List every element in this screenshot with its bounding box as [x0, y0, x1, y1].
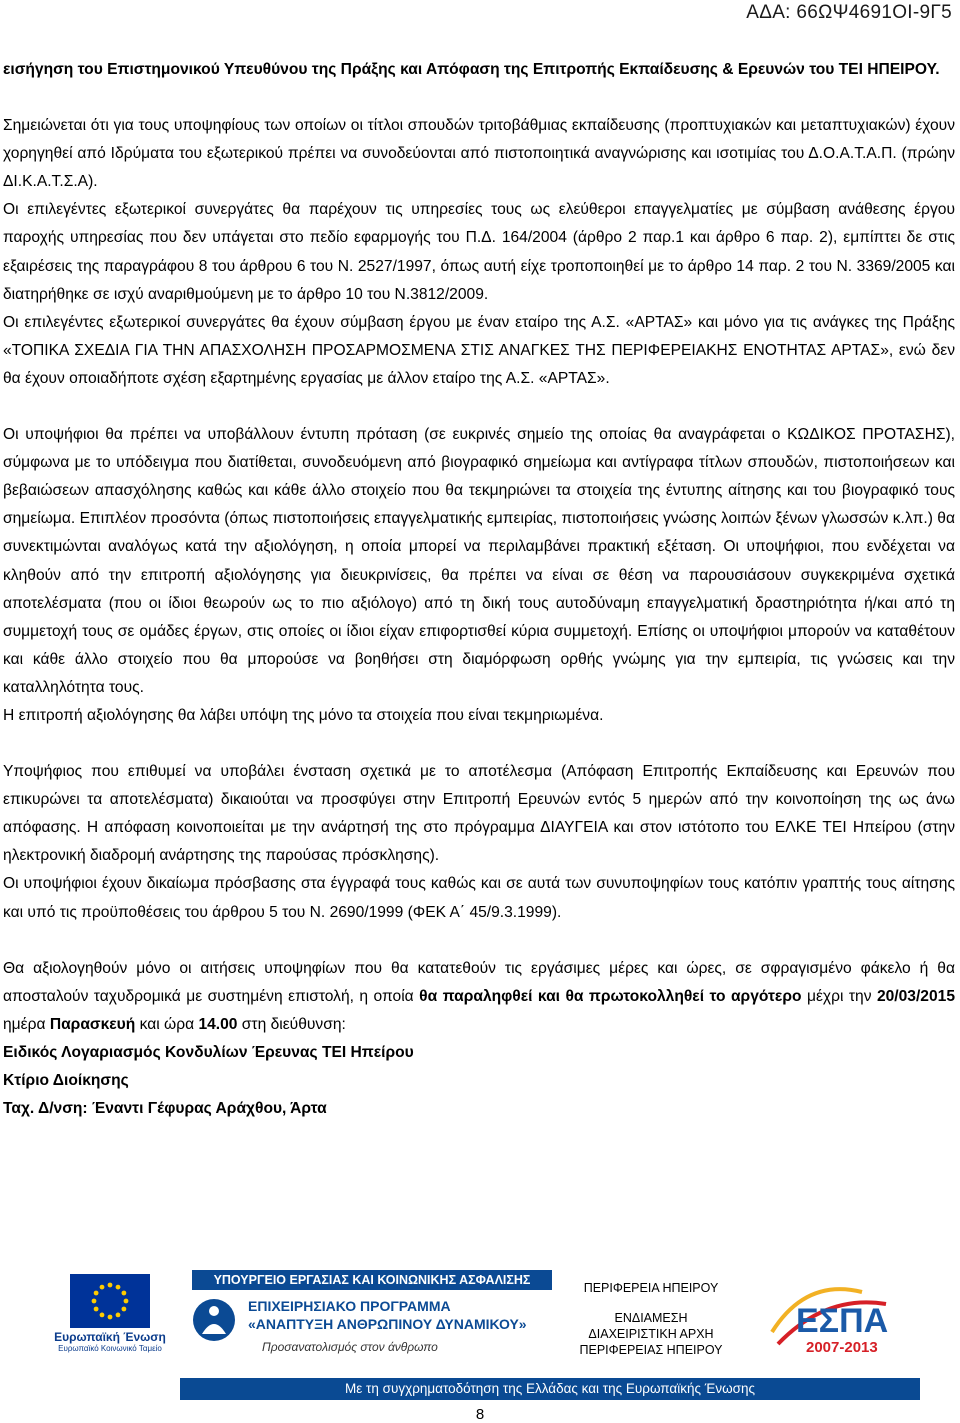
paragraph-access-rights: Οι υποψήφιοι έχουν δικαίωμα πρόσβασης στα έγγραφά τους καθώς και σε αυτά των συνυποψηφίων τους κατόπιν γραπτής τους αίτησης και υπό τις προϋποθέσεις του άρθρου 5 του Ν. 2690/1999 (ΦΕΚ Α΄ 45/9.3.1999).: [3, 875, 955, 921]
deadline-text-4: και ώρα: [135, 1015, 199, 1033]
espa-logo: [766, 1274, 916, 1360]
region-authority-line3: ΠΕΡΙΦΕΡΕΙΑΣ ΗΠΕΙΡΟΥ: [579, 1343, 723, 1357]
document-body: [3, 56, 955, 1123]
espa-years: 2007-2013: [806, 1339, 878, 1356]
human-resources-icon: [192, 1298, 236, 1342]
eu-fund-name: Ευρωπαϊκό Κοινωνικό Ταμείο: [58, 1344, 162, 1353]
deadline-text-3: ημέρα: [3, 1015, 50, 1033]
cofunding-banner: Με τη συγχρηματοδότηση της Ελλάδας και της Ευρωπαϊκής Ένωσης: [180, 1378, 920, 1400]
paragraph-foreign-degrees: Σημειώνεται ότι για τους υποψηφίους των οποίων οι τίτλοι σπουδών τριτοβάθμιας εκπαίδευσης (προπτυχιακών και μεταπτυχιακών) έχουν χορηγηθεί από Ιδρύματα του εξωτερικού πρέπει να συνοδεύονται από πιστοποιητικά αναγνώρισης και ισοτιμίας του Δ.Ο.Α.Τ.Α.Π. (πρώην ΔΙ.Κ.Α.Τ.Σ.Α).: [3, 117, 955, 191]
page-number: 8: [475, 1406, 485, 1423]
paragraph-intro: εισήγηση του Επιστημονικού Υπευθύνου της Πράξης και Απόφαση της Επιτροπής Εκπαίδευσης & Ερευνών του ΤΕΙ ΗΠΕΙΡΟΥ.: [3, 61, 940, 78]
eu-name: Ευρωπαϊκή Ένωση: [54, 1330, 166, 1344]
ministry-banner: ΥΠΟΥΡΓΕΙΟ ΕΡΓΑΣΙΑΣ ΚΑΙ ΚΟΙΝΩΝΙΚΗΣ ΑΣΦΑΛΙΣΗΣ: [192, 1270, 552, 1290]
op-title-line1: ΕΠΙΧΕΙΡΗΣΙΑΚΟ ΠΡΟΓΡΑΜΜΑ: [248, 1298, 451, 1314]
address-line-account: Ειδικός Λογαριασμός Κονδυλίων Έρευνας ΤΕΙ Ηπείρου: [3, 1043, 414, 1061]
region-title: ΠΕΡΙΦΕΡΕΙΑ ΗΠΕΙΡΟΥ: [583, 1281, 719, 1295]
region-authority-line2: ΔΙΑΧΕΙΡΙΣΤΙΚΗ ΑΡΧΗ: [588, 1327, 714, 1341]
deadline-date: 20/03/2015: [876, 987, 955, 1005]
op-title-line2: «ΑΝΑΠΤΥΞΗ ΑΝΘΡΩΠΙΝΟΥ ΔΥΝΑΜΙΚΟΥ»: [248, 1316, 527, 1332]
paragraph-objection: Υποψήφιος που επιθυμεί να υποβάλει ένσταση σχετικά με το αποτέλεσμα (Απόφαση Επιτροπής Εκπαίδευσης και Ερευνών που επικυρώνει τα αποτελέσματα) δικαιούται να προσφύγει στην Επιτροπή Ερευνών εντός 5 ημερών από την κοινοποίηση της ως άνω απόφασης. Η απόφαση κοινοποιείται με την ανάρτησή της στο πρόγραμμα ΔΙΑΥΓΕΙΑ και στον ιστότοπο του ΕΛΚΕ ΤΕΙ Ηπείρου (στην ηλεκτρονική διαδρομή ανάρτησης της παρούσας πρόσκλησης).: [3, 763, 955, 865]
deadline-protocol-bold: θα παραληφθεί και θα πρωτοκολληθεί το αργότερο: [419, 987, 802, 1005]
ada-code: ΑΔΑ: 66ΩΨ4691ΟΙ-9Γ5: [746, 2, 952, 23]
op-motto: Προσανατολισμός στον άνθρωπο: [262, 1340, 438, 1354]
deadline-text-2: μέχρι την: [801, 987, 877, 1005]
deadline-text-5: στη διεύθυνση:: [237, 1015, 346, 1033]
deadline-text-1: Θα αξιολογηθούν μόνο οι αιτήσεις υποψηφίων που θα κατατεθούν τις εργάσιμες μέρες και ώρες, σε σφραγισμένο φάκελο ή θα αποσταλούν ταχυδρομικά με συστημένη επιστολή, η οποία: [3, 959, 955, 1005]
eu-flag-icon: [70, 1274, 150, 1328]
deadline-time: 14.00: [198, 1015, 238, 1033]
address-line-postal: Ταχ. Δ/νση: Έναντι Γέφυρας Αράχθου, Άρτα: [3, 1100, 327, 1118]
paragraph-submission-requirements: Οι υποψήφιοι θα πρέπει να υποβάλλουν έντυπη πρόταση (σε ευκρινές σημείο της οποίας θα αναγράφεται ο ΚΩΔΙΚΟΣ ΠΡΟΤΑΣΗΣ), σύμφωνα με το υπόδειγμα που διατίθεται, συνοδευόμενη από βιογραφικό σημείωμα και αντίγραφα τίτλων σπουδών, πιστοποιήσεων και βεβαιώσεων απασχόλησης καθώς και κάθε άλλο στοιχείο που θα τεκμηριώνει τα στοιχεία της έντυπης αίτησης και του βιογραφικό τους σημείωμα. Επιπλέον προσόντα (όπως πιστοποιήσεις επαγγελματικής εμπειρίας, πιστοποιήσεις γνώσης λοιπών ξένων γλωσσών κ.λπ.) θα συνεκτιμώνται αναλόγως κατά την αξιολόγηση, η οποία μπορεί να περιλαμβάνει πρακτική εξέταση. Οι υποψήφιοι, που ενδέχεται να κληθούν από την επιτροπή αξιολόγησης για διευκρινίσεις, θα πρέπει να είναι σε θέση να παρουσιάσουν συγκεκριμένα σχετικά αποτελέσματα (που οι ίδιοι θεωρούν ως το πιο αξιόλογο) από τη δική τους αυτοδύναμη επαγγελματική δραστηριότητα ή/και από τη συμμετοχή τους σε ομάδες έργων, στις οποίες οι ίδιοι είχαν επιφορτισθεί κύρια συμμετοχή. Επίσης οι υποψήφιοι μπορούν να καταθέτουν και κάθε άλλο στοιχείο που θα μπορούσε να βοηθήσει στη διαμόρφωση ορθής γνώμης για την εμπειρία, τις γνώσεις και την καταλληλότητα τους.: [3, 426, 955, 696]
espa-wordmark: ΕΣΠΑ: [796, 1302, 889, 1340]
address-line-building: Κτίριο Διοίκησης: [3, 1072, 129, 1089]
operational-programme-logo: [192, 1294, 552, 1362]
region-block: [562, 1280, 740, 1358]
eu-logo: [40, 1274, 180, 1352]
region-authority-line1: ΕΝΔΙΑΜΕΣΗ: [614, 1311, 688, 1325]
paragraph-contract-type: Οι επιλεγέντες εξωτερικοί συνεργάτες θα παρέχουν τις υπηρεσίες τους ως ελεύθεροι επαγγελματίες με σύμβαση ανάθεσης έργου παροχής υπηρεσίας που δεν υπάγεται στο πεδίο εφαρμογής του Π.Δ. 164/2004 (άρθρο 2 παρ.1 και άρθρο 6 παρ. 2), εμπίπτει δε στις εξαιρέσεις της παραγράφου 8 του άρθρου 6 του Ν. 2527/1997, όπως αυτή είχε τροποποιηθεί με το άρθρο 14 παρ. 2 του Ν. 3369/2005 και διατηρήθηκε σε ισχύ αναριθμούμενη με το άρθρο 10 του Ν.3812/2009.: [3, 201, 955, 303]
paragraph-partner-contract: Οι επιλεγέντες εξωτερικοί συνεργάτες θα έχουν σύμβαση έργου με έναν εταίρο της Α.Σ. «ΑΡΤΑΣ» και μόνο για τις ανάγκες της Πράξης «ΤΟΠΙΚΑ ΣΧΕΔΙΑ ΓΙΑ ΤΗΝ ΑΠΑΣΧΟΛΗΣΗ ΠΡΟΣΑΡΜΟΣΜΕΝΑ ΣΤΙΣ ΑΝΑΓΚΕΣ ΤΗΣ ΠΕΡΙΦΕΡΕΙΑΚΗΣ ΕΝΟΤΗΤΑΣ ΑΡΤΑΣ», ενώ δεν θα έχουν οποιαδήποτε σχέση εξαρτημένης εργασίας με άλλον εταίρο της Α.Σ. «ΑΡΤΑΣ».: [3, 313, 955, 387]
paragraph-evaluation-note: Η επιτροπή αξιολόγησης θα λάβει υπόψη της μόνο τα στοιχεία που είναι τεκμηριωμένα.: [3, 706, 604, 724]
deadline-day: Παρασκευή: [49, 1015, 136, 1033]
paragraph-deadline: [3, 955, 955, 1039]
footer-logos: [0, 1268, 960, 1422]
